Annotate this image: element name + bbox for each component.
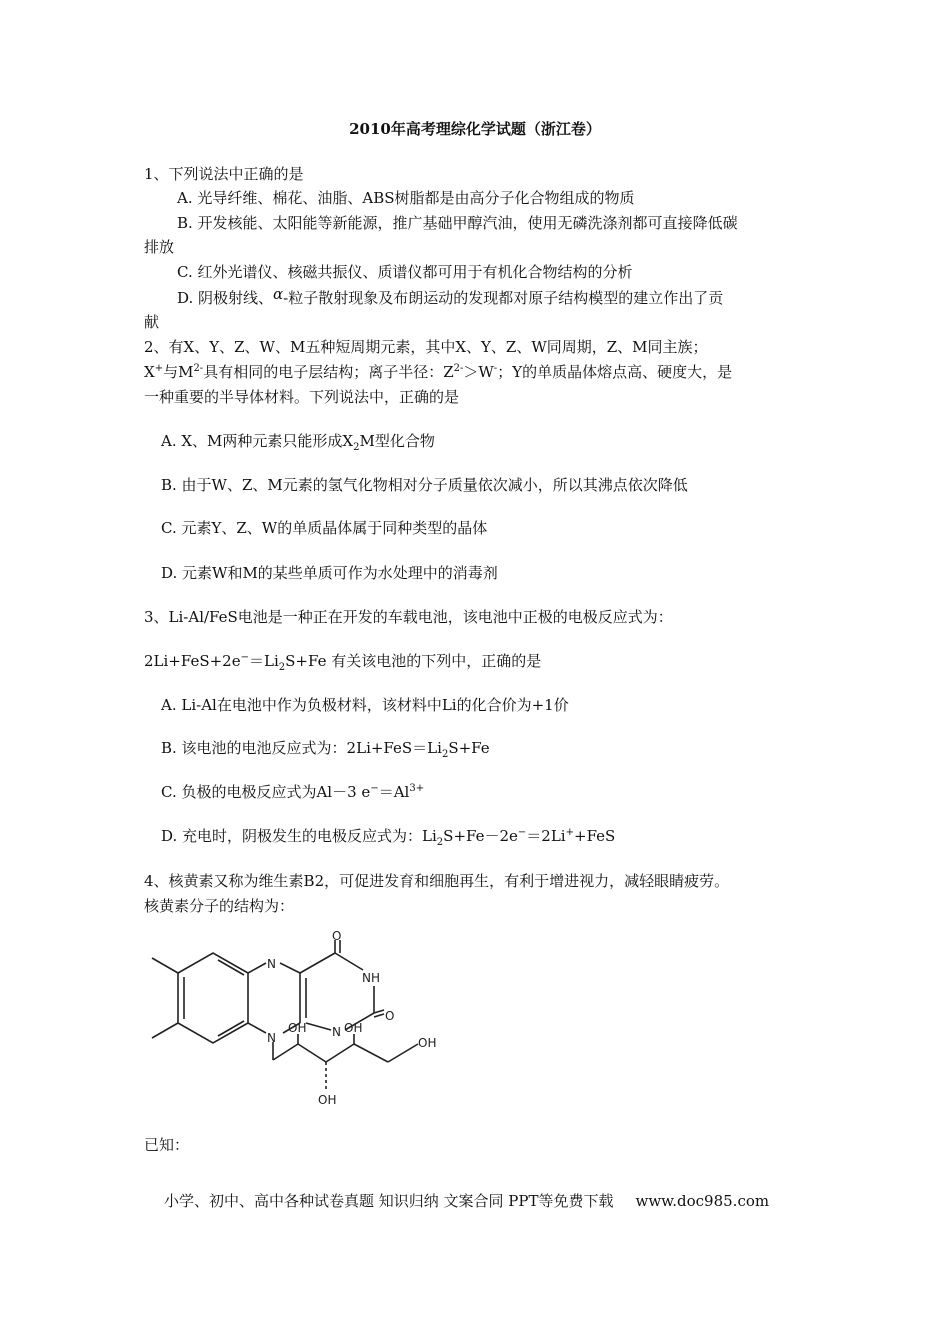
q3-text: ＝Li	[249, 652, 279, 670]
q1-option-a: A. 光导纤维、棉花、油脂、ABS树脂都是由高分子化合物组成的物质	[177, 189, 635, 207]
hydroxyl-4: OH	[318, 1093, 337, 1107]
q3-option-d	[161, 826, 615, 846]
q3-text: 2Li+FeS+2e	[144, 652, 241, 670]
q3-d-pre: D. 充电时，阴极发生的电极反应式为：Li	[161, 827, 437, 845]
q3-stem-line2	[144, 651, 541, 671]
q2-sup: +	[154, 363, 164, 374]
q2-x: X	[144, 363, 155, 381]
q1-option-c: C. 红外光谱仪、核磁共振仪、质谱仪都可用于有机化合物结构的分析	[177, 263, 633, 281]
q4-stem-line2: 核黄素分子的结构为：	[144, 897, 295, 915]
q3-sub: 2	[278, 662, 286, 673]
alpha-symbol: α	[273, 285, 284, 303]
q3-option-b	[161, 738, 490, 758]
q3-d-mid2: ＝2Li	[526, 827, 566, 845]
q3-d-sup: +	[565, 827, 574, 838]
q2-option-d: D. 元素W和M的某些单质可作为水处理中的消毒剂	[161, 564, 498, 582]
q3-c-pre: C. 负极的电极反应式为Al－3 e	[161, 783, 371, 801]
structure-bonds	[152, 940, 418, 1090]
q3-option-c	[161, 782, 424, 802]
q2-sup: -	[493, 363, 498, 374]
footer-url[interactable]: www.doc985.com	[635, 1192, 770, 1210]
q4-stem-line1: 4、核黄素又称为维生素B2，可促进发育和细胞再生，有利于增进视力，减轻眼睛疲劳。	[144, 872, 730, 890]
q4-known: 已知：	[144, 1136, 190, 1154]
q1-option-b-line1: B. 开发核能、太阳能等新能源，推广基础甲醇汽油，使用无磷洗涤剂都可直接降低碳	[177, 214, 738, 232]
atom-n-mid: N	[332, 1025, 341, 1039]
q1-d-post: -粒子散射现象及布朗运动的发现都对原子结构模型的建立作出了贡	[283, 289, 724, 307]
q2-sup: 2-	[453, 363, 464, 374]
hydroxyl-2: OH	[344, 1021, 363, 1035]
q3-c-mid: ＝Al	[378, 783, 410, 801]
q1-d-pre: D. 阴极射线、	[177, 289, 274, 307]
q2-stem-line3: 一种重要的半导体材料。下列说法中，正确的是	[144, 388, 460, 406]
q2-sup: 2-	[193, 363, 204, 374]
q1-stem: 1、下列说法中正确的是	[144, 165, 304, 183]
q2-text: ＞W	[463, 363, 494, 381]
page-footer	[164, 1191, 769, 1211]
q2-stem-line2	[144, 362, 732, 382]
atom-o-top: O	[332, 930, 342, 943]
q3-d-sub: 2	[436, 837, 444, 848]
q2-option-a	[161, 431, 435, 451]
q3-c-sup: 3+	[409, 783, 425, 794]
q3-option-a: A. Li-Al在电池中作为负极材料，该材料中Li的化合价为+1价	[161, 696, 569, 714]
q3-stem-line1: 3、Li-Al/FeS电池是一种正在开发的车载电池，该电池中正极的电极反应式为：	[144, 608, 673, 626]
q3-d-sup: −	[517, 827, 527, 838]
q2-m: 与M	[163, 363, 194, 381]
q2-a-post: M型化合物	[359, 432, 435, 450]
q2-a-sub: 2	[353, 442, 360, 453]
atom-o-right: O	[385, 1009, 395, 1023]
q2-option-c: C. 元素Y、Z、W的单质晶体属于同种类型的晶体	[161, 519, 488, 537]
hydroxyl-3: OH	[418, 1036, 437, 1050]
q1-option-d-line2: 献	[144, 313, 160, 331]
q3-b-pre: B. 该电池的电池反应式为：2Li+FeS＝Li	[161, 739, 442, 757]
q2-a-pre: A. X、M两种元素只能形成X	[161, 432, 354, 450]
q3-d-mid: S+Fe－2e	[443, 827, 518, 845]
q2-text: ；Y的单质晶体熔点高、硬度大，是	[497, 363, 733, 381]
atom-nh: NH	[362, 971, 380, 985]
q3-sup: −	[240, 652, 249, 663]
atom-n-bottom: N	[267, 1031, 276, 1045]
q3-b-sub: 2	[441, 749, 449, 760]
q3-b-post: S+Fe	[448, 739, 490, 757]
document-title: 2010年高考理综化学试题（浙江卷）	[349, 120, 601, 138]
footer-text: 小学、初中、高中各种试卷真题 知识归纳 文案合同 PPT等免费下载	[164, 1192, 614, 1210]
q3-c-sup: −	[370, 783, 379, 794]
q2-text: 具有相同的电子层结构；离子半径：Z	[203, 363, 454, 381]
q1-option-d-line1	[177, 285, 724, 308]
atom-n-top: N	[267, 957, 276, 971]
hydroxyl-1: OH	[288, 1021, 307, 1035]
riboflavin-structure-diagram	[148, 930, 448, 1110]
q3-d-post: +FeS	[574, 827, 616, 845]
q3-text: S+Fe 有关该电池的下列中，正确的是	[285, 652, 542, 670]
q2-option-b: B. 由于W、Z、M元素的氢气化物相对分子质量依次减小，所以其沸点依次降低	[161, 476, 688, 494]
q1-option-b-line2: 排放	[144, 238, 175, 256]
q2-stem-line1: 2、有X、Y、Z、W、M五种短周期元素，其中X、Y、Z、W同周期，Z、M同主族；	[144, 338, 708, 356]
